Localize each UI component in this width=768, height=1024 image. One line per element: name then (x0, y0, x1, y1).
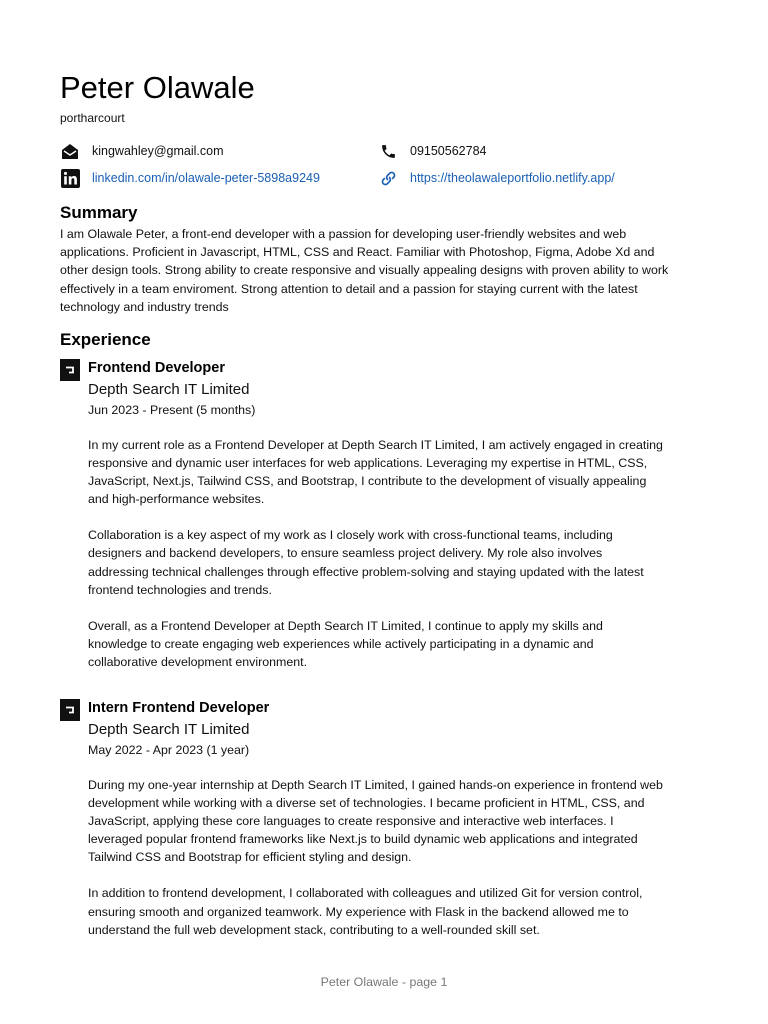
website-link[interactable]: https://theolawaleportfolio.netlify.app/ (410, 171, 615, 185)
job-dates: May 2022 - Apr 2023 (1 year) (88, 743, 250, 757)
description-paragraph: In addition to frontend development, I collaborated with colleagues and utilized Git for version control, ensuring smooth and organized teamwork. My experience with Flask in the backend allowed me to understand the full web development stack, contributing to a well-rounded skill set. (88, 886, 643, 937)
link-icon (378, 168, 398, 188)
phone-text: 09150562784 (410, 144, 487, 158)
contact-email (60, 141, 224, 161)
candidate-location: portharcourt (60, 111, 125, 125)
envelope-icon (60, 141, 80, 161)
contact-linkedin (60, 168, 320, 188)
email-text: kingwahley@gmail.com (92, 144, 224, 158)
company-name: Depth Search IT Limited (88, 381, 250, 398)
summary-text: I am Olawale Peter, a front-end developer with a passion for developing user-friendly websites and web applications. Proficient in Javascript, HTML, CSS and React. Familiar with Photoshop, Figma, Adobe Xd and other design tools. Strong ability to create responsive and visually appealing designs with proven ability to work effectively in a team enviroment. Strong attention to detail and a passion for staying current with the latest technology and industry trends (60, 227, 669, 314)
linkedin-link[interactable]: linkedin.com/in/olawale-peter-5898a9249 (92, 171, 320, 185)
contact-phone (378, 141, 486, 161)
company-logo-icon (60, 359, 80, 381)
company-logo-icon (60, 699, 80, 721)
job-title: Frontend Developer (88, 360, 225, 376)
linkedin-icon (60, 168, 80, 188)
page-footer: Peter Olawale - page 1 (320, 975, 448, 989)
job-description (88, 776, 663, 957)
job-description (88, 436, 663, 689)
description-paragraph: Overall, as a Frontend Developer at Depth Search IT Limited, I continue to apply my skills and knowledge to create engaging web experiences while actively participating in a dynamic and collaborative development environment. (88, 618, 603, 669)
candidate-name: Peter Olawale (60, 70, 255, 105)
description-paragraph: Collaboration is a key aspect of my work as I closely work with cross-functional teams, including designers and backend developers, to ensure seamless project delivery. My role also involves addressing technical challenges through effective problem-solving and staying updated with the latest frontend technologies and trends. (88, 528, 644, 597)
job-title: Intern Frontend Developer (88, 700, 270, 716)
experience-heading: Experience (60, 330, 151, 349)
summary-heading: Summary (60, 203, 138, 222)
contact-website (378, 168, 615, 188)
phone-icon (378, 141, 398, 161)
job-dates: Jun 2023 - Present (5 months) (88, 403, 256, 417)
description-paragraph: In my current role as a Frontend Developer at Depth Search IT Limited, I am actively engaged in creating responsive and dynamic user interfaces for web applications. Leveraging my expertise in HTML, CSS, JavaScript, Next.js, Tailwind CSS, and Bootstrap, I contribute to the development of visually appealing and high-performance websites. (88, 438, 663, 507)
company-name: Depth Search IT Limited (88, 721, 250, 738)
description-paragraph: During my one-year internship at Depth Search IT Limited, I gained hands-on experience in frontend web development while working with a diverse set of technologies. I became proficient in HTML, CSS, and JavaScript, applying these core languages to create responsive and interactive web interfaces. I leveraged popular frontend frameworks like Next.js to build dynamic web applications and integrated Tailwind CSS and Bootstrap for efficient styling and design. (88, 778, 663, 865)
